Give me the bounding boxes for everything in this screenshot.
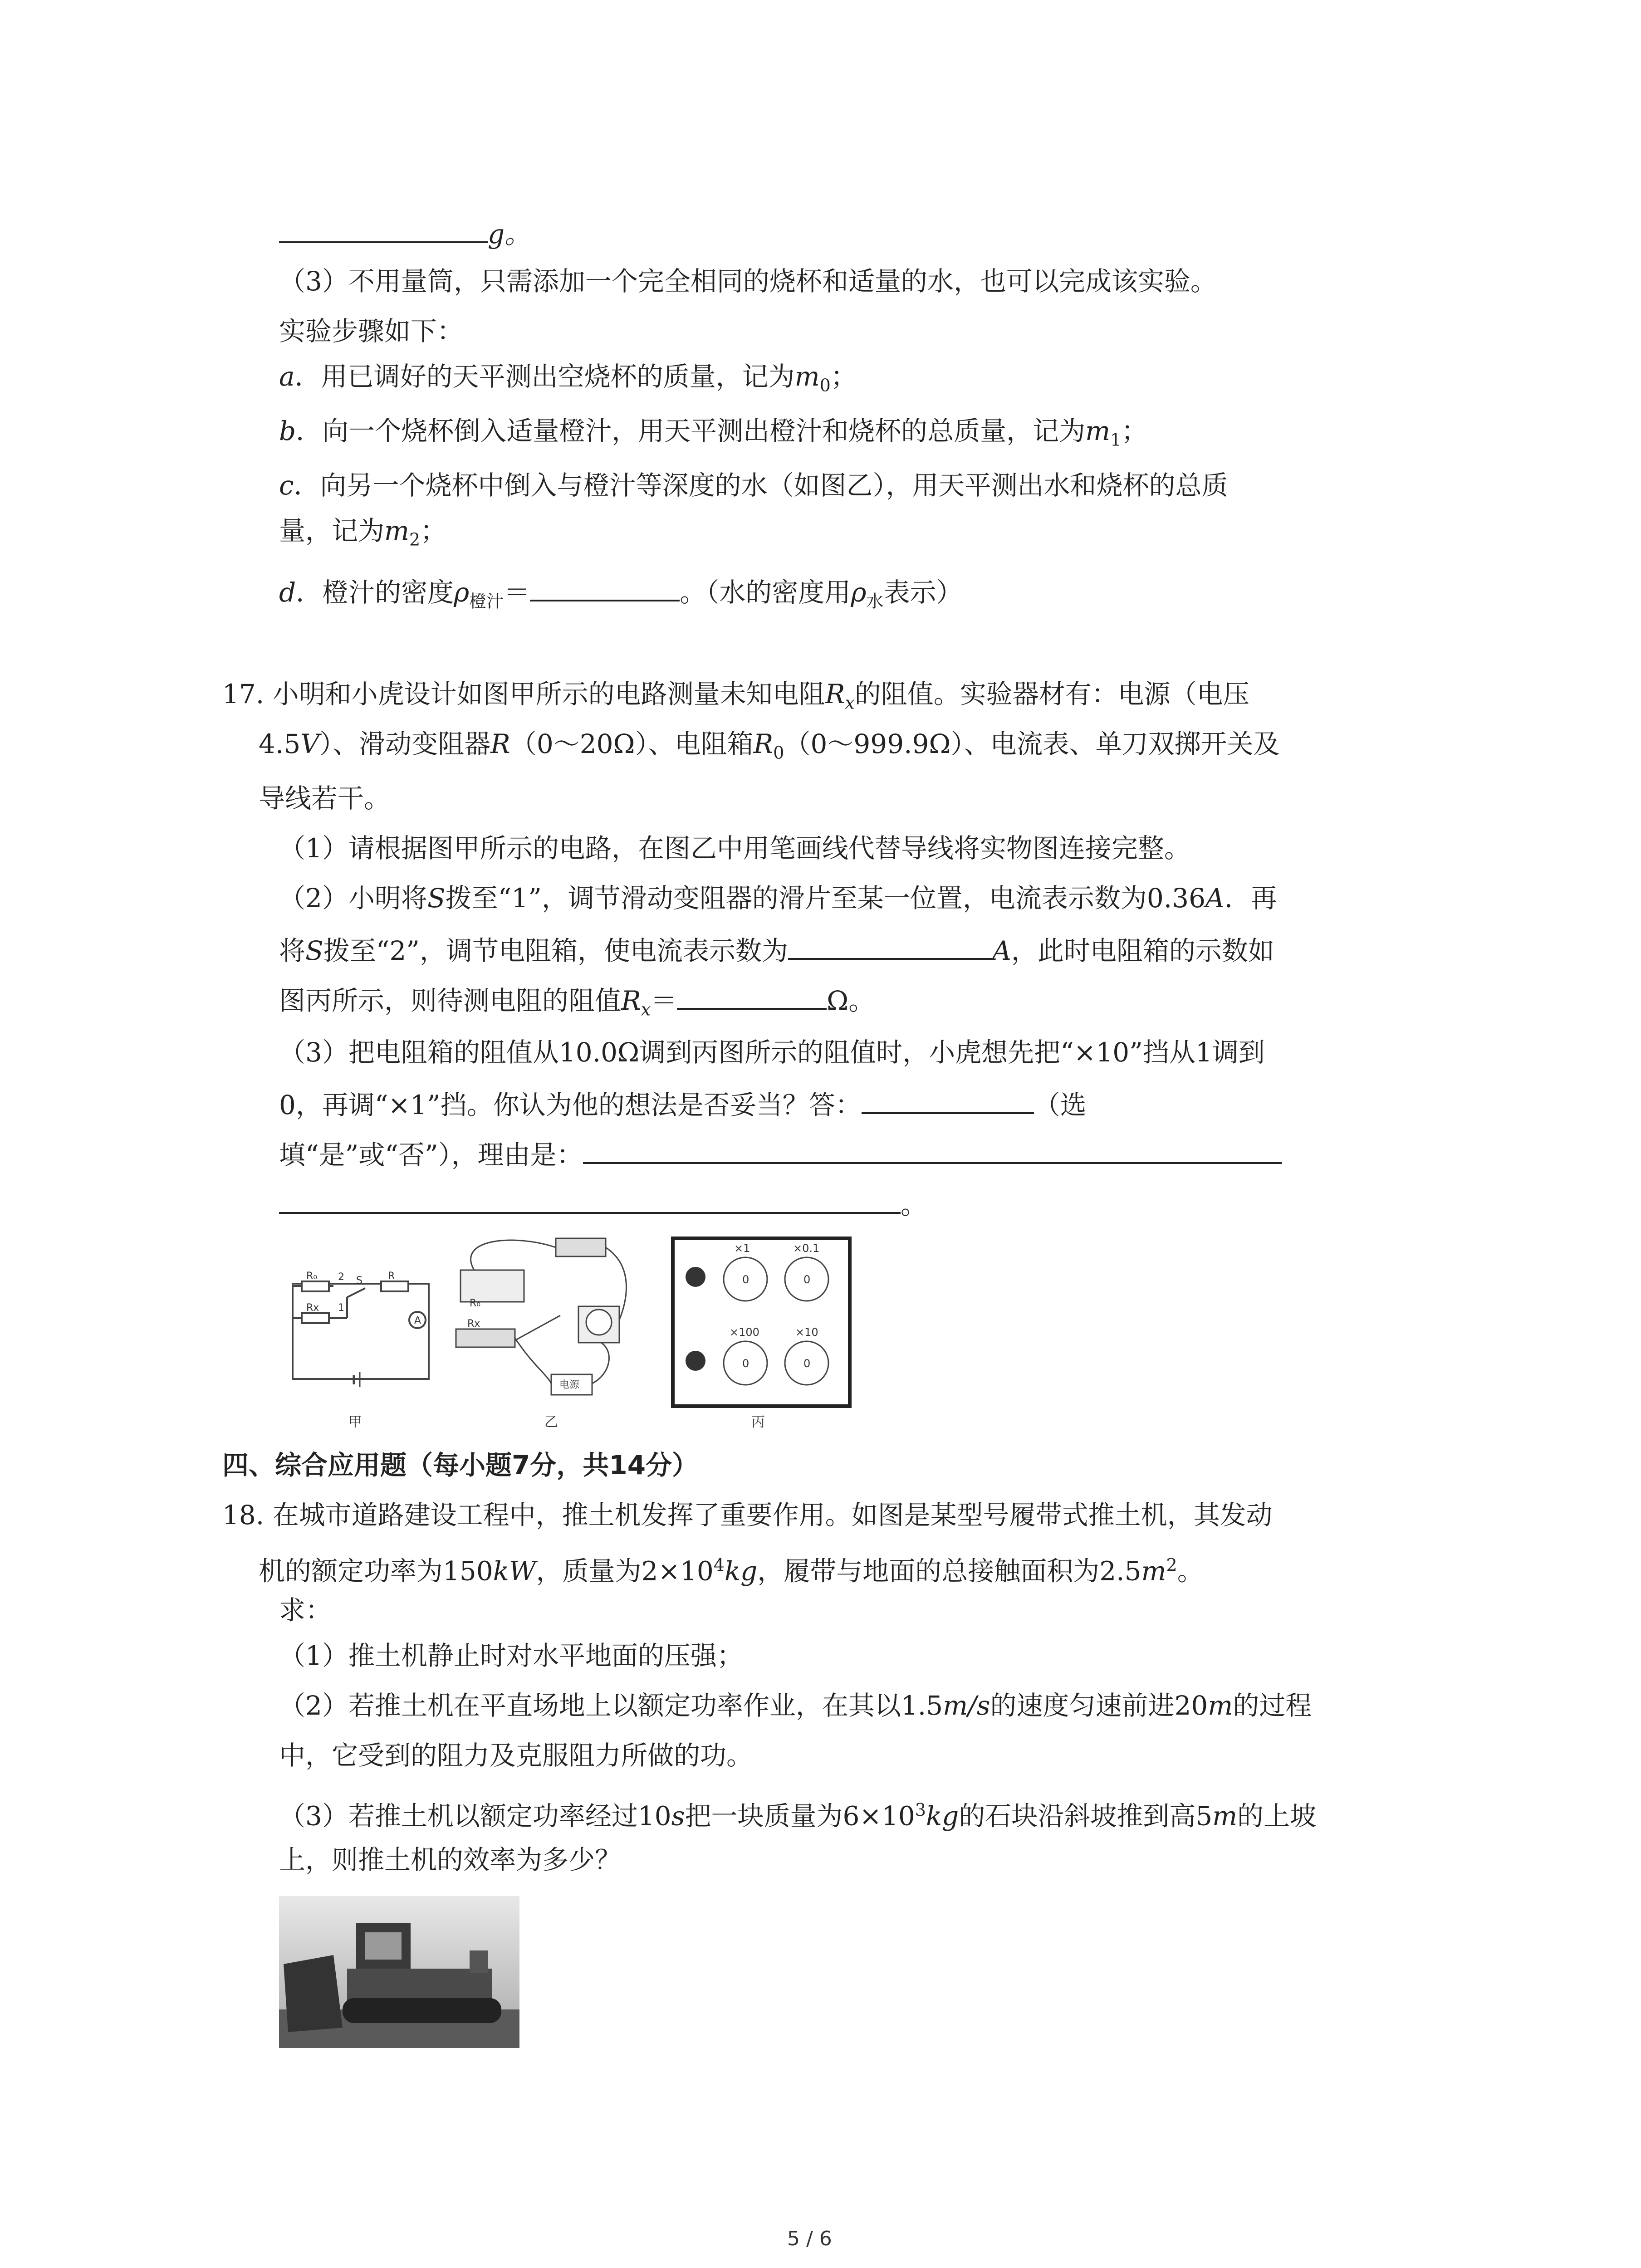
q18-line1: 18. 在城市道路建设工程中，推土机发挥了重要作用。如图是某型号履带式推土机，其发动 [222, 1500, 1273, 1530]
label-power: 电源 [559, 1379, 580, 1391]
q18-part3-cont: 上，则推土机的效率为多少？ [279, 1844, 622, 1875]
dial-label: ×0.1 [793, 1242, 820, 1255]
label-s: S [356, 1275, 362, 1286]
dial-value: 0 [742, 1357, 749, 1370]
step-c: c．向另一个烧杯中倒入与橙汁等深度的水（如图乙），用天平测出水和烧杯的总质 [279, 470, 1228, 501]
bulldozer-photo [279, 1896, 519, 2048]
label-rx: Rx [306, 1302, 319, 1314]
q18-part2: （2）若推土机在平直场地上以额定功率作业，在其以1.5m/s的速度匀速前进20m的过程 [279, 1690, 1312, 1721]
label-rx: Rx [467, 1318, 480, 1330]
fill-blank[interactable] [279, 1184, 901, 1214]
dial-value: 0 [803, 1357, 811, 1370]
step-b: b．向一个烧杯倒入适量橙汁，用天平测出橙汁和烧杯的总质量，记为$m_1$； [279, 415, 1148, 450]
caption-yi: 乙 [544, 1414, 558, 1430]
dial-label: ×1 [734, 1242, 750, 1255]
step-c-cont: 量，记为$m_2$； [279, 515, 447, 550]
step-a: a．用已调好的天平测出空烧杯的质量，记为$m_0$； [279, 361, 857, 396]
page-number: 5 / 6 [787, 2227, 832, 2250]
label-r0: R₀ [306, 1271, 318, 1282]
dial-value: 0 [803, 1273, 811, 1286]
step-d: d．橙汁的密度$\rho_{橙汁}=$ 。（水的密度用$\rho_水$表示） [279, 572, 962, 620]
q17-part3-cont: 0，再调“×1”挡。你认为他的想法是否妥当？答： （选 [279, 1084, 1087, 1123]
q17-part2-cont: 将S拨至“2”，调节电阻箱，使电流表示数为 A，此时电阻箱的示数如 [279, 930, 1274, 969]
dial-value: 0 [742, 1273, 749, 1286]
q18-ask: 求： [279, 1595, 332, 1626]
resistance-box-bing [671, 1236, 852, 1408]
q18-part1: （1）推土机静止时对水平地面的压强； [279, 1640, 743, 1671]
caption-bing: 丙 [751, 1414, 765, 1430]
q17-line1: 17. 小明和小虎设计如图甲所示的电路测量未知电阻$R_x$的阻值。实验器材有：电源（电压 [222, 679, 1249, 713]
label-r: R [388, 1271, 395, 1282]
fill-blank[interactable] [862, 1084, 1034, 1114]
fill-blank[interactable] [583, 1134, 1282, 1164]
q17-part1: （1）请根据图甲所示的电路，在图乙中用笔画线代替导线将实物图连接完整。 [279, 833, 1190, 864]
dial-label: ×10 [795, 1326, 818, 1339]
label-2: 2 [338, 1271, 344, 1283]
section-heading: 四、综合应用题（每小题7分，共14分） [222, 1450, 699, 1481]
caption-jia: 甲 [348, 1414, 362, 1430]
q17-part2: （2）小明将S拨至“1”，调节滑动变阻器的滑片至某一位置，电流表示数为0.36A．再 [279, 883, 1277, 914]
q17-part3-cont2: 填“是”或“否”），理由是： [279, 1134, 1282, 1173]
fill-blank[interactable] [279, 213, 488, 243]
fill-blank[interactable] [677, 980, 827, 1010]
label-1: 1 [338, 1302, 344, 1314]
label-ammeter: A [414, 1315, 421, 1326]
q18-part3: （3）若推土机以额定功率经过10s把一块质量为$6\times 10^3kg$的石块沿斜坡推到高5m的上坡 [279, 1800, 1317, 1832]
q17-line3: 导线若干。 [259, 783, 391, 814]
q17-line2: 4.5V）、滑动变阻器R（0～20Ω）、电阻箱$R_0(0\sim 999.9\Omega)$、电流表、单刀双掷开关及 [259, 728, 1280, 763]
q18-line2: 机的额定功率为150kW，质量为$2\times 10^4kg$，履带与地面的总接触面积为$2.5m^2$。 [259, 1555, 1204, 1587]
q16-part3: （3）不用量筒，只需添加一个完全相同的烧杯和适量的水，也可以完成该实验。 [279, 266, 1217, 297]
q17-part3: （3）把电阻箱的阻值从10.0Ω调到丙图所示的阻值时，小虎想先把“×10”挡从1调到 [279, 1037, 1265, 1068]
q17-part3-cont3: 。 [279, 1184, 927, 1223]
q17-part2-cont2: 图丙所示，则待测电阻的阻值$R_x= \Omega$。 [279, 980, 875, 1028]
fill-blank[interactable] [788, 930, 992, 960]
fill-blank[interactable] [530, 572, 680, 601]
physical-circuit-yi [447, 1229, 637, 1406]
q18-part2-cont: 中，它受到的阻力及克服阻力所做的功。 [279, 1740, 753, 1771]
steps-title: 实验步骤如下： [279, 316, 464, 347]
answer-line-g: g。 [279, 213, 531, 252]
dial-label: ×100 [730, 1326, 759, 1339]
circuit-diagram-jia [279, 1270, 442, 1406]
label-r0: R₀ [470, 1298, 481, 1309]
